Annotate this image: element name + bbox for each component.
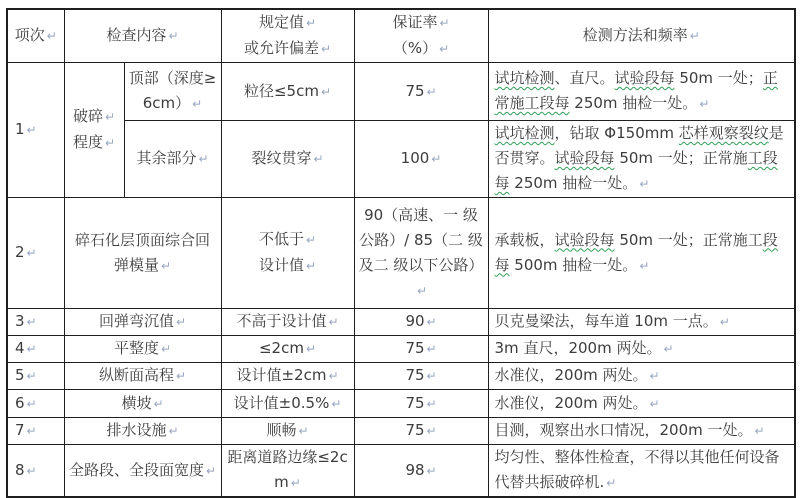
return-mark: ↵ [689,29,700,43]
cell-r3-no [7,309,64,336]
table-row-3 [7,309,795,336]
return-mark: ↵ [320,84,332,99]
crush-degree-l1: 破碎 [72,107,103,125]
table-row-6 [7,390,795,418]
return-mark: ↵ [439,42,450,56]
cell-r7-method [488,418,795,445]
header-spec-l2: 或允许偏差 [243,39,319,57]
cell-r7-assurance [354,418,488,445]
spec-text: 设计值±0.5% [233,393,330,412]
cell-r1b-method [488,121,795,198]
content-text: 全路段、全段面宽度 [68,460,204,479]
assurance-value: 75 [405,393,425,412]
cell-r1b-content [124,121,221,198]
header-spec-l1: 规定值 [258,13,304,31]
spec-l2: 设计值 [258,256,304,274]
return-mark: ↵ [426,342,437,356]
assurance-value: 75 [405,339,425,357]
content-text: 其余部分 [136,149,197,167]
header-assurance-line2 [359,36,484,62]
return-mark: ↵ [754,424,765,438]
cell-r8-no [7,445,64,498]
return-mark: ↵ [416,283,428,298]
table-row-4 [7,336,795,363]
header-spec-line2 [226,36,350,62]
assurance-value: 90（高速、一 级公路）/ 85（二 级及二 级以下公路） [358,205,484,274]
table-row-5 [7,363,795,390]
return-mark: ↵ [153,396,164,411]
cell-r1a-assurance [354,63,488,121]
return-mark: ↵ [192,97,203,111]
cell-r1a-method [488,63,795,121]
cell-r1b-spec [221,121,354,198]
cell-r1-group [64,63,124,198]
cell-r7-no [7,418,64,445]
return-mark: ↵ [46,29,57,43]
spec-l1: 不低于 [258,230,304,248]
method-text: 试坑检测，钻取 Φ150mm 芯样观察裂纹是否贯穿。试验段每 50m 一处；正常施工段每 250m 抽检一处。 [494,124,784,192]
return-mark: ↵ [104,136,116,150]
cell-r8-assurance [354,445,488,498]
header-content [64,9,221,63]
return-mark: ↵ [328,369,339,383]
return-mark: ↵ [175,369,187,383]
content-text: 碎石化层顶面综合回弹模量 [75,230,211,274]
cell-r5-method [488,363,795,390]
header-item-no-label: 项次 [14,26,45,44]
return-mark: ↵ [328,315,339,329]
header-assurance-line1 [359,10,484,36]
return-mark: ↵ [160,342,172,356]
method-text: 3m 直尺，200m 两处。 [494,339,662,357]
assurance-value: 100 [400,149,430,167]
spec-text: 距离道路边缘≤2cm [227,448,348,491]
cell-r3-assurance [354,309,488,336]
spec-line1 [226,227,350,253]
cell-r5-no [7,363,64,390]
header-content-label: 检查内容 [106,26,167,44]
return-mark: ↵ [290,476,301,490]
content-text: 纵断面高程 [98,366,174,384]
crush-degree-l2: 程度 [72,133,103,151]
item-number: 1 [15,120,25,138]
cell-r6-content [64,390,221,418]
assurance-value: 90 [405,312,425,330]
return-mark: ↵ [699,97,710,111]
cell-r8-content [64,445,221,498]
assurance-value: 75 [405,421,425,439]
return-mark: ↵ [649,396,660,411]
table-row-7 [7,418,795,445]
item-number: 3 [15,312,25,330]
assurance-value: 75 [405,366,425,384]
cell-r6-no [7,390,64,418]
table-row-8 [7,445,795,498]
return-mark: ↵ [426,463,437,478]
crush-degree-line2 [69,130,120,156]
return-mark: ↵ [205,463,217,478]
cell-r3-content [64,309,221,336]
item-number: 2 [15,243,25,261]
cell-r5-assurance [354,363,488,390]
header-method-label: 检测方法和频率 [582,26,688,44]
return-mark: ↵ [649,369,660,383]
header-spec-line1 [226,10,350,36]
header-assurance-l1: 保证率 [392,13,438,31]
method-text: 贝克曼梁法，每车道 10m 一点。 [494,312,718,330]
spec-text: 不高于设计值 [236,312,327,330]
header-method [488,9,795,63]
cell-r2-assurance [354,198,488,309]
return-mark: ↵ [305,233,317,247]
header-assurance [354,9,488,63]
cell-r2-method [488,198,795,309]
return-mark: ↵ [160,258,172,273]
cell-r1a-spec [221,63,354,121]
cell-r8-spec [221,445,354,498]
spec-line2 [226,253,350,279]
method-text: 水准仪，200m 两处。 [494,393,648,412]
return-mark: ↵ [26,315,37,329]
return-mark: ↵ [426,315,437,329]
return-mark: ↵ [26,246,37,260]
content-text: 回弹弯沉值 [98,312,174,330]
cell-r6-spec [221,390,354,418]
return-mark: ↵ [26,369,37,383]
return-mark: ↵ [26,424,37,438]
return-mark: ↵ [320,42,332,56]
method-text: 均匀性、整体性检查，不得以其他任何设备代替共振破碎机. [494,448,780,491]
cell-r1a-content [124,63,221,121]
content-text: 顶部（深度≥6cm） [128,69,217,112]
cell-r3-method [488,309,795,336]
return-mark: ↵ [305,16,317,30]
cell-r6-method [488,390,795,418]
return-mark: ↵ [639,258,650,273]
return-mark: ↵ [168,29,179,43]
content-text: 排水设施 [106,421,167,439]
item-number: 7 [15,421,25,439]
return-mark: ↵ [26,123,37,137]
return-mark: ↵ [426,424,437,438]
inspection-spec-table [6,8,796,498]
assurance-value: 98 [405,460,425,479]
return-mark: ↵ [426,84,437,99]
cell-r7-content [64,418,221,445]
cell-r4-assurance [354,336,488,363]
return-mark: ↵ [168,424,179,438]
cell-r5-content [64,363,221,390]
method-text: 承载板，试验段每 50m 一处；正常施工段每 500m 抽检一处。 [494,230,778,274]
return-mark: ↵ [331,396,342,411]
cell-r3-spec [221,309,354,336]
item-number: 6 [15,393,25,412]
return-mark: ↵ [439,16,450,30]
return-mark: ↵ [426,396,437,411]
return-mark: ↵ [426,369,437,383]
item-number: 4 [15,339,25,357]
content-text: 平整度 [113,339,159,357]
header-item-no [7,9,64,63]
return-mark: ↵ [104,110,116,124]
cell-r1b-assurance [354,121,488,198]
header-spec [221,9,354,63]
cell-r2-content [64,198,221,309]
header-assurance-l2: （%） [392,39,438,57]
return-mark: ↵ [313,152,324,166]
return-mark: ↵ [719,315,730,329]
spec-text: 粒径≤5cm [243,81,319,100]
return-mark: ↵ [26,396,37,411]
return-mark: ↵ [639,177,650,191]
return-mark: ↵ [26,342,37,356]
table-header-row [7,9,795,63]
spec-text: ≤2cm [258,339,304,357]
table-row-2 [7,198,795,309]
return-mark: ↵ [298,424,309,438]
item-number: 5 [15,366,25,384]
cell-r2-spec [221,198,354,309]
return-mark: ↵ [663,342,674,356]
table-row-1-top [7,63,795,121]
return-mark: ↵ [431,152,442,166]
method-text: 试坑检测、直尺。试验段每 50m 一处；正常施工段每 250m 抽检一处。 [494,69,778,112]
cell-r2-no [7,198,64,309]
cell-r4-content [64,336,221,363]
cell-r6-assurance [354,390,488,418]
return-mark: ↵ [26,463,37,478]
cell-r5-spec [221,363,354,390]
return-mark: ↵ [606,476,617,490]
spec-text: 裂纹贯穿 [251,149,312,167]
spec-text: 设计值±2cm [236,366,327,384]
return-mark: ↵ [305,342,317,356]
cell-r4-method [488,336,795,363]
cell-r7-spec [221,418,354,445]
table-row-1-rest [7,121,795,198]
return-mark: ↵ [305,259,317,273]
item-number: 8 [15,460,25,479]
cell-r4-no [7,336,64,363]
content-text: 横坡 [121,393,152,412]
method-text: 水准仪，200m 两处。 [494,366,648,384]
method-text: 目测，观察出水口情况，200m 一处。 [494,421,753,439]
cell-r4-spec [221,336,354,363]
cell-r1-no [7,63,64,198]
spec-text: 顺畅 [266,421,297,439]
assurance-value: 75 [405,81,425,100]
return-mark: ↵ [198,152,209,166]
return-mark: ↵ [175,315,187,329]
crush-degree-line1 [69,104,120,130]
cell-r8-method [488,445,795,498]
